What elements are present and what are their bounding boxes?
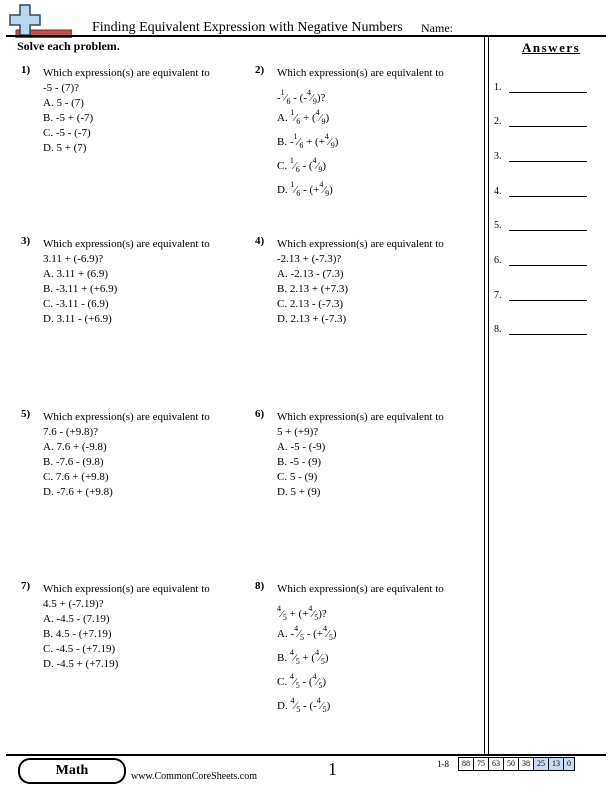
problem-stem bbox=[43, 237, 243, 267]
option-b: B. -7.6 - (9.8) bbox=[43, 456, 104, 468]
math-plus-logo bbox=[6, 4, 72, 38]
question-text: Which expression(s) are equivalent to bbox=[277, 238, 444, 250]
problem-number: 8) bbox=[255, 580, 265, 592]
question-text: Which expression(s) are equivalent to bbox=[43, 67, 210, 79]
answer-row bbox=[494, 186, 600, 200]
column-divider bbox=[484, 36, 485, 754]
option-d: D. 5 + (9) bbox=[277, 486, 321, 498]
site-url: www.CommonCoreSheets.com bbox=[131, 771, 258, 782]
answer-number: 6. bbox=[494, 255, 502, 266]
score-cell: 25 bbox=[533, 758, 548, 770]
option-a: A. -2.13 - (7.3) bbox=[277, 268, 344, 280]
option-b: B. 2.13 + (+7.3) bbox=[277, 283, 349, 295]
problem-number: 1) bbox=[21, 64, 31, 76]
column-divider bbox=[488, 36, 489, 754]
name-label: Name: bbox=[421, 21, 453, 35]
option-c: C. 2.13 - (-7.3) bbox=[277, 298, 343, 310]
problem-number: 5) bbox=[21, 408, 31, 420]
question-expression: 5 + (+9)? bbox=[277, 426, 319, 438]
instructions: Solve each problem. bbox=[17, 39, 120, 53]
answer-number: 8. bbox=[494, 324, 502, 335]
problem-stem bbox=[43, 410, 243, 440]
option-c: C. $^4⁄_5$ - $(^4⁄_5)$ bbox=[277, 672, 327, 690]
problem-number: 4) bbox=[255, 235, 265, 247]
options bbox=[277, 105, 338, 201]
option-c: C. -4.5 - (+7.19) bbox=[43, 643, 116, 655]
problem-range: 1-8 bbox=[437, 759, 449, 769]
answer-number: 1. bbox=[494, 82, 502, 93]
answer-row bbox=[494, 255, 600, 269]
option-a: A. 7.6 + (-9.8) bbox=[43, 441, 107, 453]
worksheet-title: Finding Equivalent Expression with Negative Numbers bbox=[92, 20, 403, 35]
options bbox=[43, 96, 93, 156]
options bbox=[43, 440, 113, 500]
problem-stem bbox=[277, 582, 477, 625]
answer-line[interactable] bbox=[509, 265, 587, 266]
problem-number: 3) bbox=[21, 235, 31, 247]
option-d: D. $^1⁄_6$ - $(+^4⁄_9)$ bbox=[277, 180, 333, 198]
footer-divider bbox=[6, 754, 606, 756]
option-d: D. 3.11 - (+6.9) bbox=[43, 313, 112, 325]
score-cell: 75 bbox=[473, 758, 488, 770]
option-a: A. $-^4⁄_5$ - $(+^4⁄_5)$ bbox=[277, 624, 337, 642]
option-c: C. $^1⁄_6$ - $(^4⁄_9)$ bbox=[277, 156, 327, 174]
problem-stem bbox=[277, 66, 477, 109]
answer-line[interactable] bbox=[509, 161, 587, 162]
option-d: D. 2.13 + (-7.3) bbox=[277, 313, 347, 325]
answers-title: Answers bbox=[522, 40, 581, 55]
question-expression: 3.11 + (-6.9)? bbox=[43, 253, 104, 265]
option-c: C. -3.11 - (6.9) bbox=[43, 298, 109, 310]
question-text: Which expression(s) are equivalent to bbox=[43, 583, 210, 595]
options bbox=[277, 267, 348, 327]
question-text: Which expression(s) are equivalent to bbox=[277, 583, 444, 595]
question-expression: -5 - (7)? bbox=[43, 82, 80, 94]
question-expression: $^4⁄_5$ + $(+^4⁄_5)$? bbox=[277, 604, 327, 622]
score-cell: 50 bbox=[503, 758, 518, 770]
question-expression: 4.5 + (-7.19)? bbox=[43, 598, 104, 610]
question-expression: 7.6 - (+9.8)? bbox=[43, 426, 99, 438]
option-d: D. 5 + (7) bbox=[43, 142, 87, 154]
answer-number: 3. bbox=[494, 151, 502, 162]
answer-line[interactable] bbox=[509, 92, 587, 93]
options bbox=[277, 440, 325, 500]
answer-number: 7. bbox=[494, 290, 502, 301]
answer-line[interactable] bbox=[509, 196, 587, 197]
question-text: Which expression(s) are equivalent to bbox=[43, 411, 210, 423]
options bbox=[43, 612, 118, 672]
answer-row bbox=[494, 82, 600, 96]
subject-badge: Math bbox=[18, 758, 126, 784]
option-a: A. -5 - (-9) bbox=[277, 441, 326, 453]
option-d: D. $^4⁄_5$ - $(-^4⁄_5)$ bbox=[277, 696, 331, 714]
score-table bbox=[458, 757, 575, 771]
score-cell: 0 bbox=[563, 758, 574, 770]
option-b: B. $^4⁄_5$ + $(^4⁄_5)$ bbox=[277, 648, 329, 666]
option-b: B. 4.5 - (+7.19) bbox=[43, 628, 112, 640]
problem-number: 2) bbox=[255, 64, 265, 76]
answer-row bbox=[494, 290, 600, 304]
option-a: A. $^1⁄_6$ + $(^4⁄_9)$ bbox=[277, 108, 330, 126]
score-cell: 13 bbox=[548, 758, 563, 770]
answer-row bbox=[494, 151, 600, 165]
question-text: Which expression(s) are equivalent to bbox=[277, 411, 444, 423]
problem-number: 7) bbox=[21, 580, 31, 592]
problem-stem bbox=[277, 237, 477, 267]
option-c: C. 5 - (9) bbox=[277, 471, 318, 483]
score-cell: 63 bbox=[488, 758, 503, 770]
question-expression: $-^1⁄_6$ - $(-^4⁄_9)$? bbox=[277, 88, 326, 106]
question-text: Which expression(s) are equivalent to bbox=[43, 238, 210, 250]
answer-number: 5. bbox=[494, 220, 502, 231]
answer-number: 2. bbox=[494, 116, 502, 127]
option-a: A. 5 - (7) bbox=[43, 97, 84, 109]
problem-stem bbox=[277, 410, 477, 440]
answer-row bbox=[494, 116, 600, 130]
answer-line[interactable] bbox=[509, 334, 587, 335]
option-d: D. -4.5 + (+7.19) bbox=[43, 658, 119, 670]
option-d: D. -7.6 + (+9.8) bbox=[43, 486, 113, 498]
option-a: A. -4.5 - (7.19) bbox=[43, 613, 110, 625]
problem-number: 6) bbox=[255, 408, 265, 420]
option-c: C. -5 - (-7) bbox=[43, 127, 91, 139]
page-number: 1 bbox=[328, 759, 337, 779]
answer-row bbox=[494, 324, 600, 338]
answer-line[interactable] bbox=[509, 300, 587, 301]
problem-stem bbox=[43, 582, 243, 612]
option-a: A. 3.11 + (6.9) bbox=[43, 268, 109, 280]
header-divider bbox=[6, 35, 606, 37]
options bbox=[43, 267, 117, 327]
problem-stem bbox=[43, 66, 243, 96]
answer-number: 4. bbox=[494, 186, 502, 197]
answer-line[interactable] bbox=[509, 126, 587, 127]
option-b: B. -5 + (-7) bbox=[43, 112, 94, 124]
answer-line[interactable] bbox=[509, 230, 587, 231]
score-cell: 38 bbox=[518, 758, 533, 770]
option-b: B. -5 - (9) bbox=[277, 456, 321, 468]
option-b: B. $-^1⁄_6$ + $(+^4⁄_9)$ bbox=[277, 132, 339, 150]
question-expression: -2.13 + (-7.3)? bbox=[277, 253, 342, 265]
score-cell: 88 bbox=[462, 759, 470, 768]
question-text: Which expression(s) are equivalent to bbox=[277, 67, 444, 79]
answer-row bbox=[494, 220, 600, 234]
option-c: C. 7.6 + (+9.8) bbox=[43, 471, 109, 483]
options bbox=[277, 621, 337, 717]
option-b: B. -3.11 + (+6.9) bbox=[43, 283, 118, 295]
